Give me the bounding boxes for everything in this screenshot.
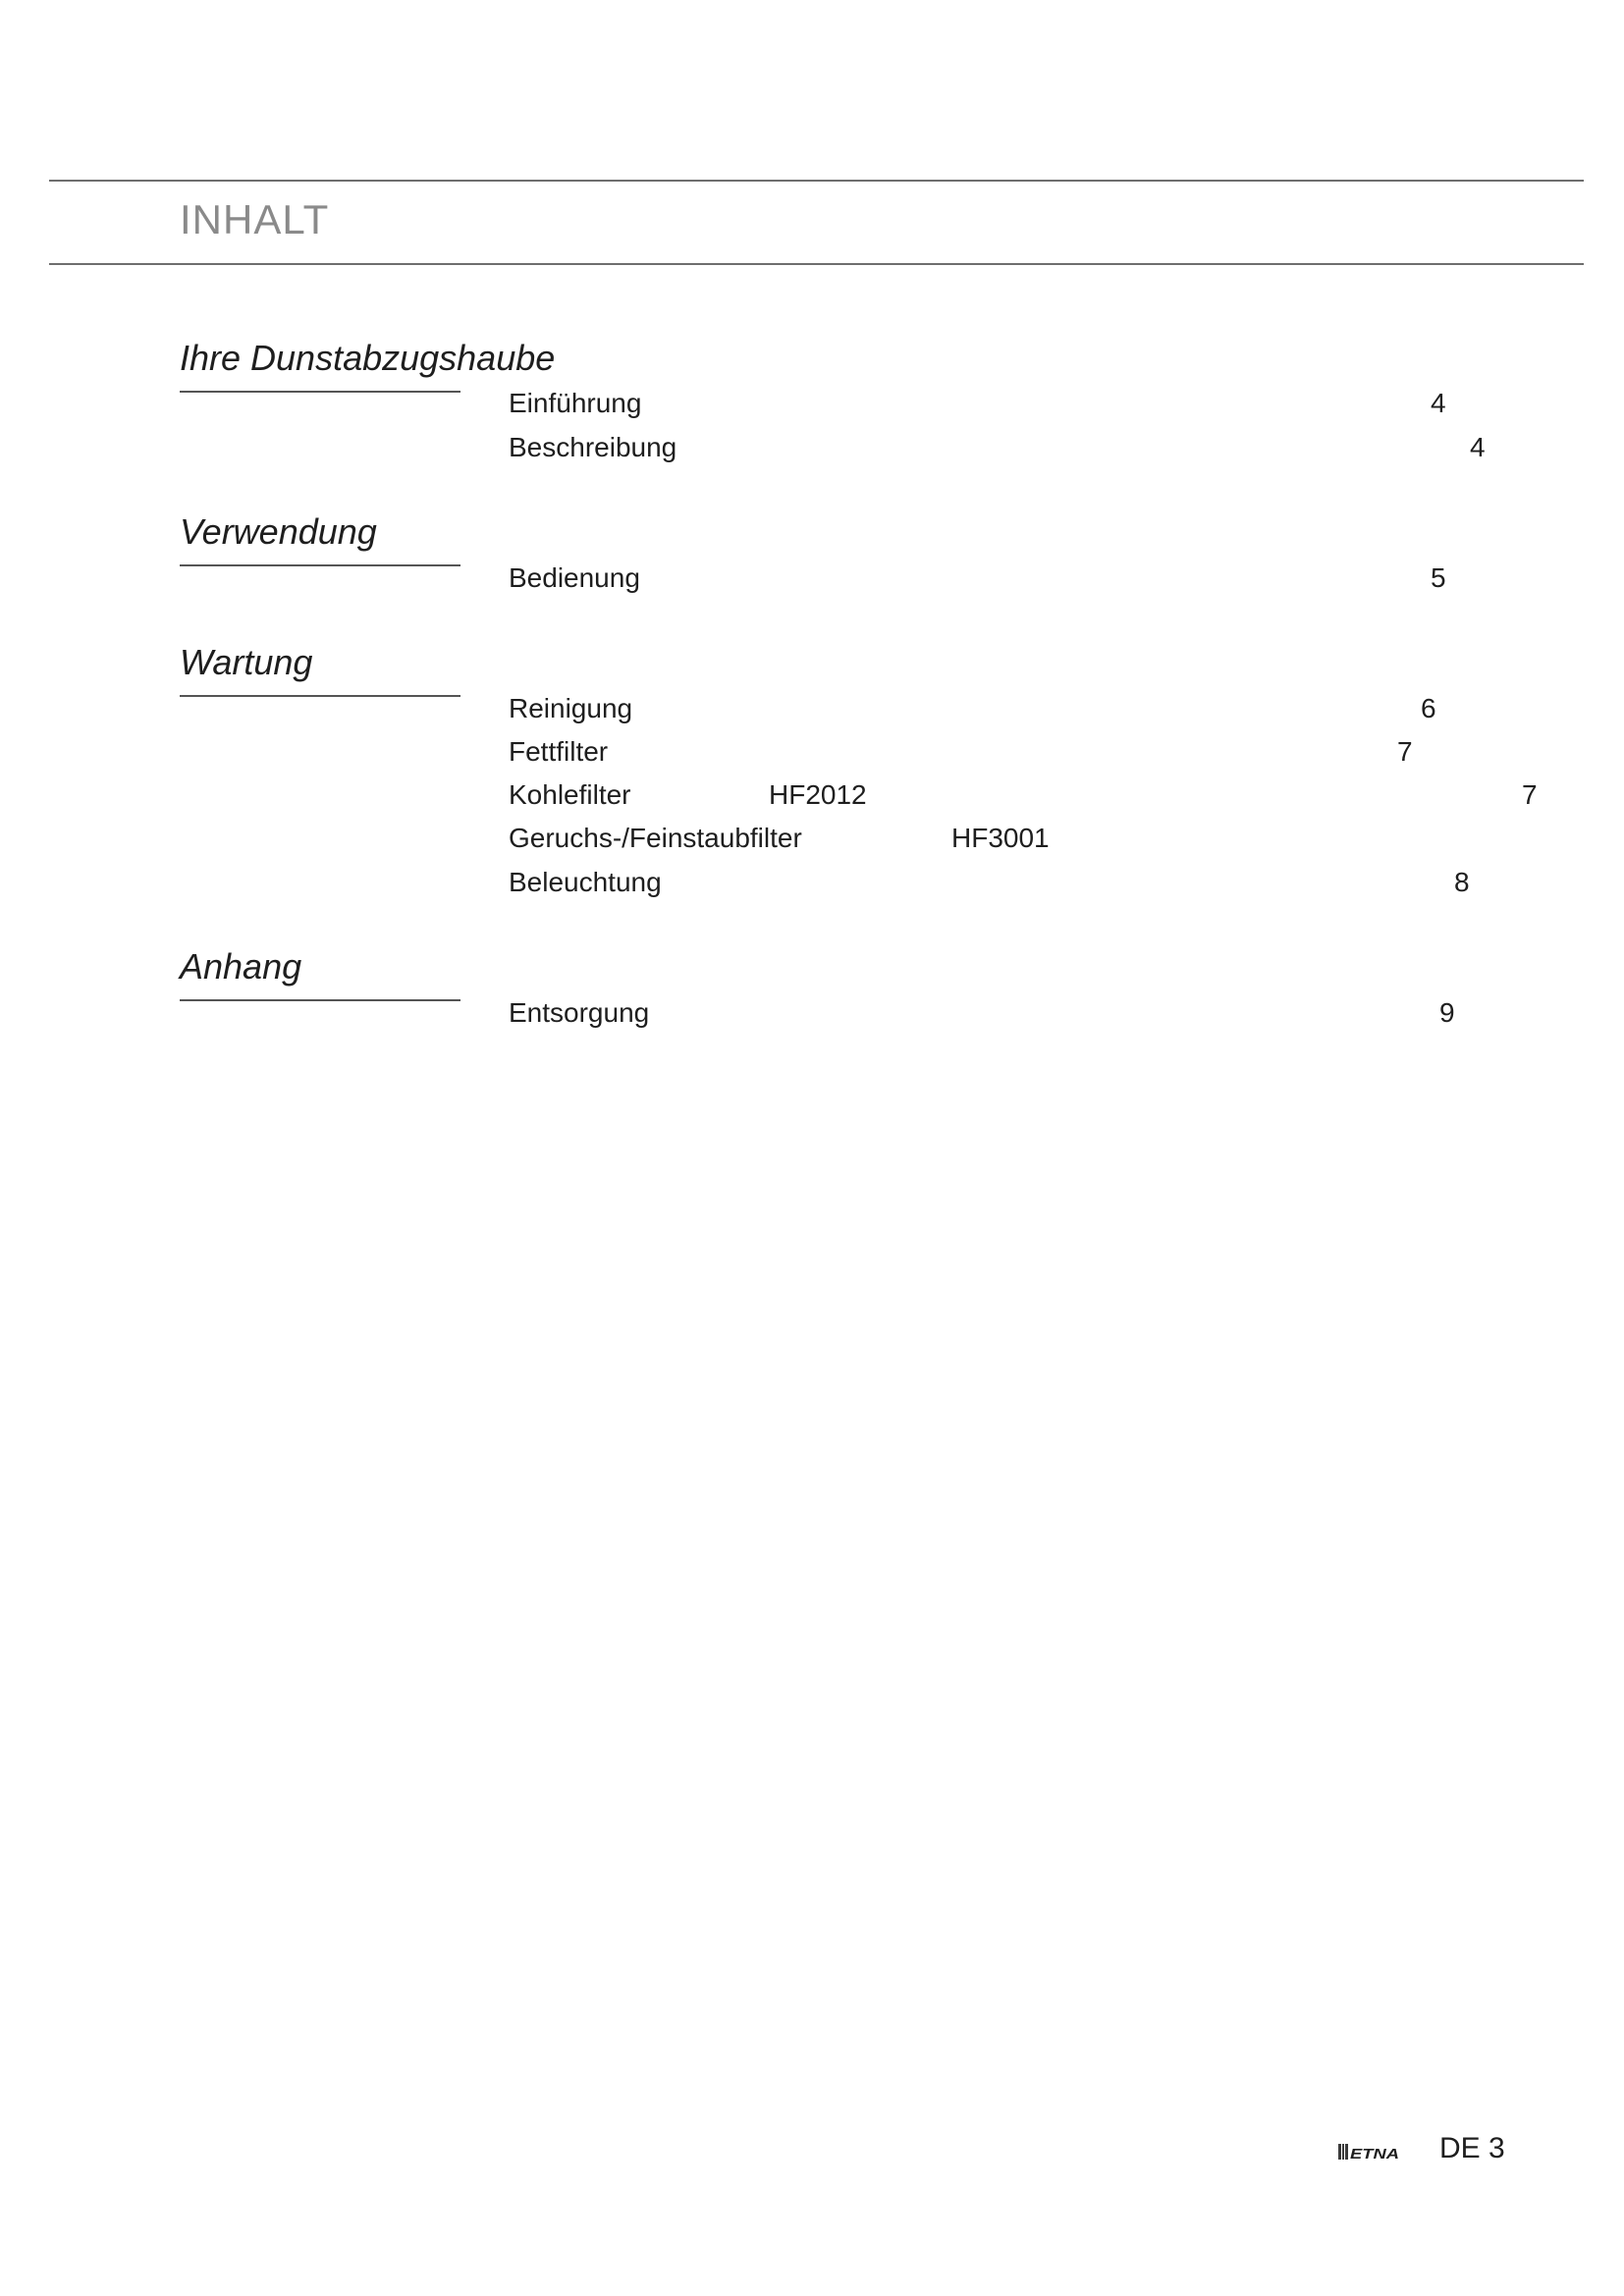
- toc-entry-beleuchtung[interactable]: Beleuchtung: [509, 867, 662, 897]
- toc-entry-einfuehrung[interactable]: Einführung: [509, 388, 642, 418]
- toc-model-number: HF3001: [951, 823, 1050, 853]
- toc-page-number: 9: [1439, 997, 1455, 1028]
- toc-page-number: 4: [1431, 388, 1446, 418]
- etna-logo-wordmark: ETNA: [1350, 2146, 1399, 2163]
- section-underline: [180, 564, 460, 566]
- toc-page-number: 7: [1397, 736, 1413, 767]
- toc-page-number: 4: [1470, 432, 1486, 462]
- toc-entry-bedienung[interactable]: Bedienung: [509, 562, 640, 593]
- section-title-wartung: Wartung: [180, 642, 313, 682]
- section-title-anhang: Anhang: [180, 946, 302, 987]
- toc-model-number: HF2012: [769, 779, 867, 810]
- section-underline: [180, 391, 460, 393]
- section-title-verwendung: Verwendung: [180, 511, 377, 552]
- toc-page-number: 6: [1421, 693, 1436, 723]
- toc-page-number: 8: [1454, 867, 1470, 897]
- toc-entry-reinigung[interactable]: Reinigung: [509, 693, 633, 723]
- toc-page-number: 7: [1522, 779, 1538, 810]
- etna-logo-icon: [1338, 2141, 1401, 2163]
- page-title: INHALT: [180, 196, 330, 242]
- header-top-rule: [49, 180, 1584, 182]
- section-underline: [180, 695, 460, 697]
- footer-page-number: DE 3: [1439, 2132, 1505, 2164]
- toc-entry-beschreibung[interactable]: Beschreibung: [509, 432, 677, 462]
- section-underline: [180, 999, 460, 1001]
- toc-entry-kohlefilter[interactable]: Kohlefilter: [509, 779, 631, 810]
- header-bottom-rule: [49, 263, 1584, 265]
- toc-page-number: 5: [1431, 562, 1446, 593]
- section-title-ihre-dunstabzugshaube: Ihre Dunstabzugshaube: [180, 338, 556, 378]
- toc-entry-entsorgung[interactable]: Entsorgung: [509, 997, 650, 1028]
- toc-entry-fettfilter[interactable]: Fettfilter: [509, 736, 609, 767]
- toc-entry-geruchs-feinstaubfilter[interactable]: Geruchs-/Feinstaubfilter: [509, 823, 802, 853]
